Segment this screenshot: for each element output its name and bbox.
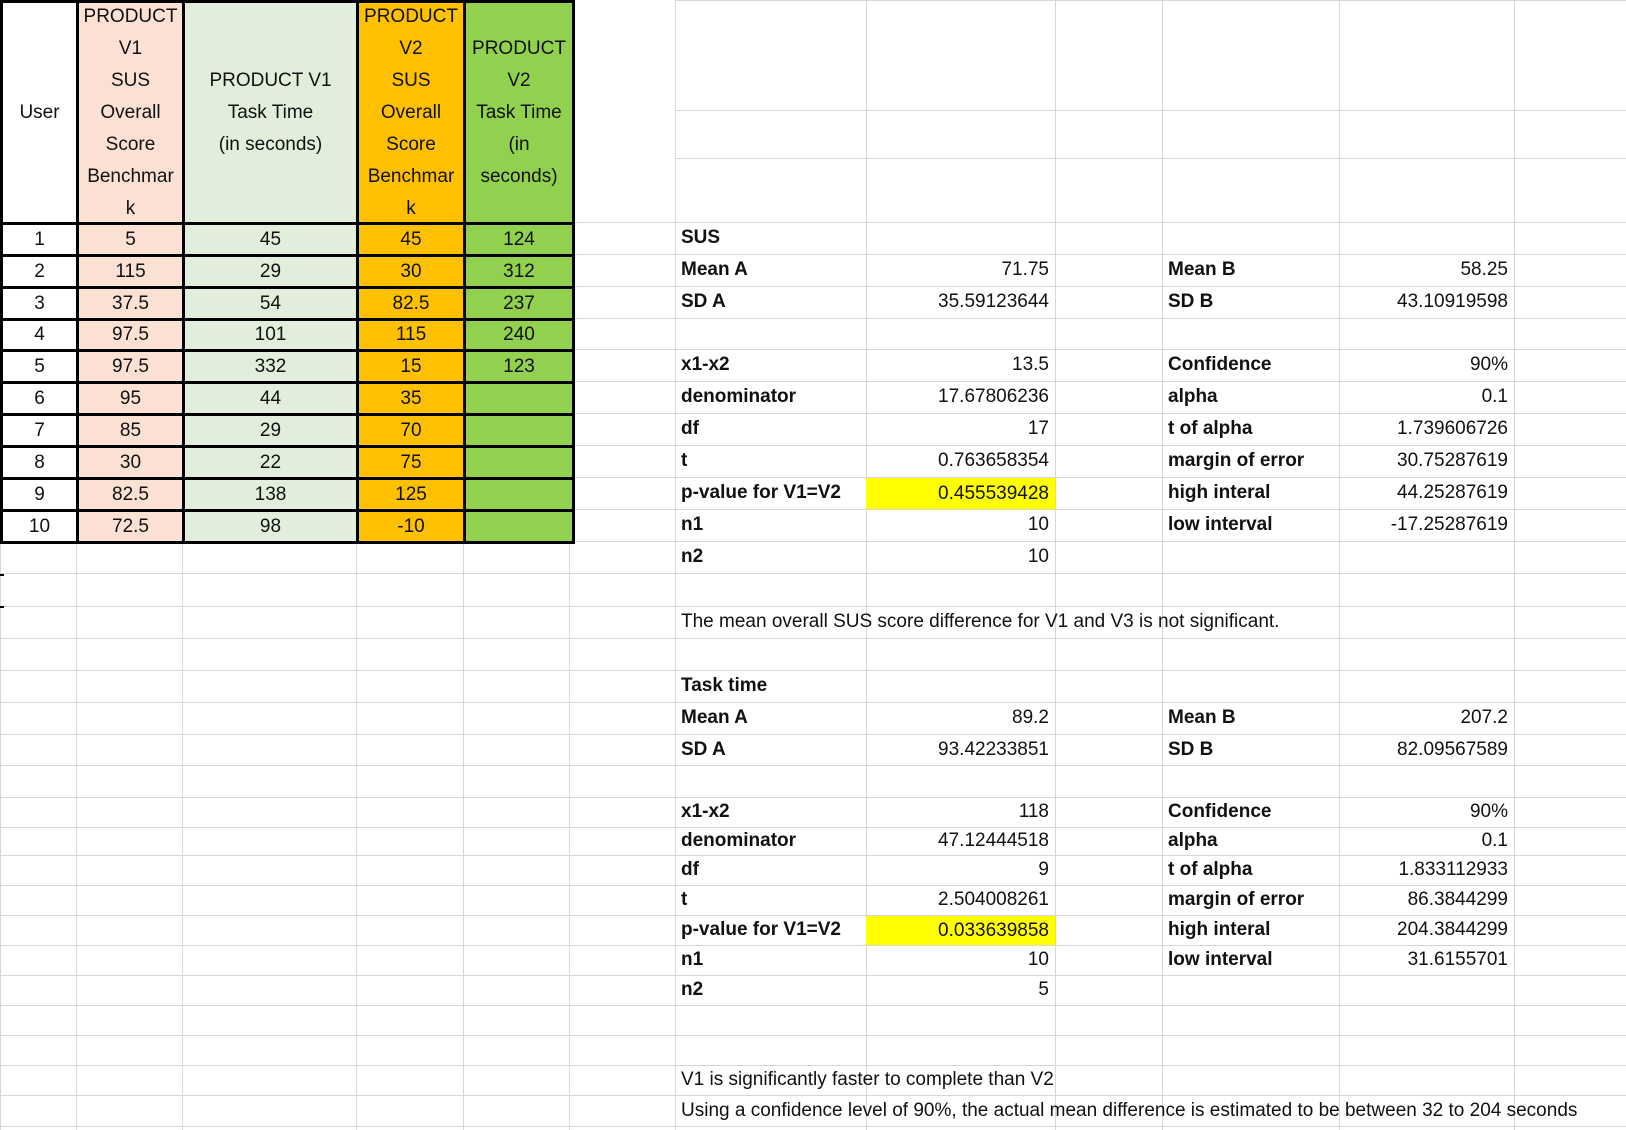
sus-right-label[interactable]: t of alpha (1168, 418, 1253, 439)
task-conclusion-1[interactable]: V1 is significantly faster to complete than V2 (681, 1069, 1054, 1090)
task-value[interactable]: 89.2 (1012, 707, 1049, 728)
cell-v2-sus[interactable]: 70 (356, 413, 466, 448)
header-line: V1 (118, 37, 143, 59)
sus-right-label[interactable]: SD B (1168, 291, 1214, 312)
sus-label[interactable]: n2 (681, 546, 704, 567)
cell-v1-time[interactable]: 138 (182, 477, 359, 512)
cell-v2-time[interactable]: 123 (463, 349, 575, 384)
grid-row-line (0, 1005, 1626, 1006)
header-line: PRODUCT V1 (209, 69, 332, 91)
header-line: Task Time (227, 101, 314, 123)
header-line: User (19, 101, 60, 123)
sus-right-value[interactable]: 44.25287619 (1397, 482, 1508, 503)
sus-right-value[interactable]: 0.1 (1481, 386, 1508, 407)
cell-v2-time[interactable]: 237 (463, 286, 575, 321)
cell-v2-time[interactable] (463, 413, 575, 448)
cell-user[interactable]: 5 (0, 349, 79, 384)
grid-row-line (0, 1126, 1626, 1127)
task-right-value[interactable]: 31.6155701 (1407, 949, 1508, 970)
task-right-value[interactable]: 0.1 (1481, 830, 1508, 851)
task-right-value[interactable]: 86.3844299 (1407, 889, 1508, 910)
cell-v1-sus[interactable]: 97.5 (76, 349, 185, 384)
cell-user[interactable]: 4 (0, 318, 79, 352)
cell-v2-sus[interactable]: -10 (356, 509, 466, 544)
sus-label[interactable]: x1-x2 (681, 354, 730, 375)
cell-v1-time[interactable]: 29 (182, 413, 359, 448)
task-label[interactable]: n2 (681, 979, 704, 1000)
sus-label[interactable]: df (681, 418, 699, 439)
header-line: Score (386, 133, 436, 155)
header-line: Overall (100, 101, 161, 123)
cell-v1-sus[interactable]: 30 (76, 445, 185, 480)
header-line: SUS (391, 69, 431, 91)
sus-p-value[interactable]: 0.455539428 (866, 478, 1055, 509)
task-p-value[interactable]: 0.033639858 (866, 916, 1055, 945)
cell-v1-time[interactable]: 45 (182, 222, 359, 257)
header-line: V2 (399, 37, 423, 59)
sus-value[interactable]: 71.75 (1001, 259, 1049, 280)
cell-user[interactable]: 1 (0, 222, 79, 257)
cell-v1-sus[interactable]: 37.5 (76, 286, 185, 321)
header-line: Score (105, 133, 156, 155)
cell-v1-sus[interactable]: 82.5 (76, 477, 185, 512)
grid-row-line (675, 0, 1626, 1)
task-right-value[interactable]: 207.2 (1460, 707, 1508, 728)
header-v1-time[interactable] (182, 0, 359, 225)
task-right-label[interactable]: Confidence (1168, 801, 1272, 822)
task-right-label[interactable]: alpha (1168, 830, 1218, 851)
sus-label[interactable]: n1 (681, 514, 704, 535)
cell-v2-time[interactable]: 312 (463, 254, 575, 289)
task-value[interactable]: 9 (1038, 859, 1049, 880)
row-marker (0, 606, 4, 608)
cell-v1-sus[interactable]: 97.5 (76, 318, 185, 352)
cell-user[interactable]: 7 (0, 413, 79, 448)
sus-label[interactable]: SD A (681, 291, 726, 312)
cell-v1-time[interactable]: 98 (182, 509, 359, 544)
cell-user[interactable]: 3 (0, 286, 79, 321)
cell-v2-sus[interactable]: 30 (356, 254, 466, 289)
cell-user[interactable]: 6 (0, 381, 79, 416)
sus-right-label[interactable]: low interval (1168, 514, 1273, 535)
cell-user[interactable]: 8 (0, 445, 79, 480)
cell-v2-sus[interactable]: 125 (356, 477, 466, 512)
header-line: Benchmar (87, 165, 174, 187)
task-right-label[interactable]: t of alpha (1168, 859, 1253, 880)
header-line: k (125, 197, 136, 219)
header-line: Task Time (476, 101, 562, 123)
cell-user[interactable]: 9 (0, 477, 79, 512)
cell-v2-sus[interactable]: 82.5 (356, 286, 466, 321)
task-right-label[interactable]: SD B (1168, 739, 1214, 760)
cell-v1-time[interactable]: 101 (182, 318, 359, 352)
task-value[interactable]: 10 (1027, 949, 1049, 970)
cell-v1-time[interactable]: 29 (182, 254, 359, 289)
cell-user[interactable]: 10 (0, 509, 79, 544)
cell-v1-sus[interactable]: 85 (76, 413, 185, 448)
cell-v2-time[interactable] (463, 445, 575, 480)
sus-label[interactable]: Mean A (681, 259, 748, 280)
task-value[interactable]: 5 (1038, 979, 1049, 1000)
cell-v2-sus[interactable]: 35 (356, 381, 466, 416)
task-label[interactable]: p-value for V1=V2 (681, 919, 841, 940)
row-marker (0, 574, 4, 576)
sus-right-value[interactable]: -17.25287619 (1390, 514, 1508, 535)
header-line: PRODUCT (472, 37, 566, 59)
sus-value[interactable]: 10 (1027, 514, 1049, 535)
grid-row-line (675, 110, 1626, 111)
sus-label[interactable]: p-value for V1=V2 (681, 482, 841, 503)
sus-value[interactable]: 13.5 (1012, 354, 1049, 375)
cell-v1-sus[interactable]: 72.5 (76, 509, 185, 544)
task-right-value[interactable]: 82.09567589 (1397, 739, 1508, 760)
sus-right-value[interactable]: 90% (1469, 354, 1508, 375)
sus-right-value[interactable]: 43.10919598 (1397, 291, 1508, 312)
header-user[interactable] (0, 0, 79, 225)
task-right-label[interactable]: high interal (1168, 919, 1271, 940)
task-label[interactable]: SD A (681, 739, 726, 760)
task-label[interactable]: x1-x2 (681, 801, 730, 822)
grid-column-line (1514, 0, 1515, 1130)
sus-value[interactable]: 17 (1027, 418, 1049, 439)
header-v2-sus[interactable] (356, 0, 466, 225)
task-right-value[interactable]: 204.3844299 (1397, 919, 1508, 940)
task-right-label[interactable]: Mean B (1168, 707, 1236, 728)
cell-v1-sus[interactable]: 95 (76, 381, 185, 416)
sus-value[interactable]: 10 (1027, 546, 1049, 567)
cell-v1-time[interactable]: 54 (182, 286, 359, 321)
header-line: (in seconds) (218, 133, 323, 155)
grid-row-line (0, 1035, 1626, 1036)
sus-label[interactable]: denominator (681, 386, 797, 407)
task-label[interactable]: df (681, 859, 699, 880)
task-conclusion-2[interactable]: Using a confidence level of 90%, the actual mean difference is estimated to be between 32 to 204 seconds (681, 1100, 1578, 1121)
task-value[interactable]: 47.12444518 (938, 830, 1049, 851)
cell-v2-sus[interactable]: 115 (356, 318, 466, 352)
cell-v2-sus[interactable]: 75 (356, 445, 466, 480)
cell-v2-time[interactable] (463, 381, 575, 416)
cell-v1-time[interactable]: 22 (182, 445, 359, 480)
sus-conclusion[interactable]: The mean overall SUS score difference for V1 and V3 is not significant. (681, 611, 1280, 632)
sus-right-label[interactable]: margin of error (1168, 450, 1305, 471)
sus-value[interactable]: 17.67806236 (938, 386, 1049, 407)
task-right-label[interactable]: margin of error (1168, 889, 1305, 910)
task-label[interactable]: n1 (681, 949, 704, 970)
cell-v2-sus[interactable]: 45 (356, 222, 466, 257)
task-value[interactable]: 118 (1018, 801, 1049, 822)
header-line: PRODUCT (83, 5, 178, 27)
grid-row-line (675, 158, 1626, 159)
sus-right-label[interactable]: high interal (1168, 482, 1271, 503)
task-title[interactable]: Task time (681, 675, 768, 696)
cell-v1-sus[interactable]: 5 (76, 222, 185, 257)
sus-right-label[interactable]: Mean B (1168, 259, 1236, 280)
sus-value[interactable]: 0.763658354 (938, 450, 1049, 471)
header-line: seconds) (480, 165, 558, 187)
cell-v1-sus[interactable]: 115 (76, 254, 185, 289)
header-line: SUS (110, 69, 151, 91)
header-line: Benchmar (367, 165, 455, 187)
sus-right-value[interactable]: 58.25 (1460, 259, 1508, 280)
task-right-label[interactable]: low interval (1168, 949, 1273, 970)
cell-v1-time[interactable]: 332 (182, 349, 359, 384)
cell-v2-time[interactable] (463, 509, 575, 544)
task-value[interactable]: 2.504008261 (938, 889, 1049, 910)
sus-value[interactable]: 35.59123644 (938, 291, 1049, 312)
header-line: PRODUCT (364, 5, 458, 27)
header-line: Overall (380, 101, 442, 123)
sus-label[interactable]: t (681, 450, 688, 471)
cell-v1-time[interactable]: 44 (182, 381, 359, 416)
cell-v2-sus[interactable]: 15 (356, 349, 466, 384)
sus-right-label[interactable]: alpha (1168, 386, 1218, 407)
grid-column-line (1055, 0, 1056, 1130)
grid-row-line (0, 573, 1626, 574)
task-label[interactable]: denominator (681, 830, 797, 851)
sus-right-value[interactable]: 1.739606726 (1397, 418, 1508, 439)
header-line: k (406, 197, 416, 219)
header-v2-time[interactable] (463, 0, 575, 225)
cell-v2-time[interactable] (463, 477, 575, 512)
task-right-value[interactable]: 1.833112933 (1398, 859, 1508, 880)
task-label[interactable]: Mean A (681, 707, 748, 728)
header-line: V2 (507, 69, 531, 91)
cell-user[interactable]: 2 (0, 254, 79, 289)
task-label[interactable]: t (681, 889, 688, 910)
cell-v2-time[interactable]: 240 (463, 318, 575, 352)
task-right-value[interactable]: 90% (1469, 801, 1508, 822)
grid-row-line (0, 765, 1626, 766)
header-line: (in (508, 133, 530, 155)
sus-right-value[interactable]: 30.75287619 (1397, 450, 1508, 471)
task-value[interactable]: 93.42233851 (938, 739, 1049, 760)
cell-v2-time[interactable]: 124 (463, 222, 575, 257)
header-v1-sus[interactable] (76, 0, 185, 225)
sus-title[interactable]: SUS (681, 227, 721, 248)
sus-right-label[interactable]: Confidence (1168, 354, 1272, 375)
grid-row-line (0, 638, 1626, 639)
